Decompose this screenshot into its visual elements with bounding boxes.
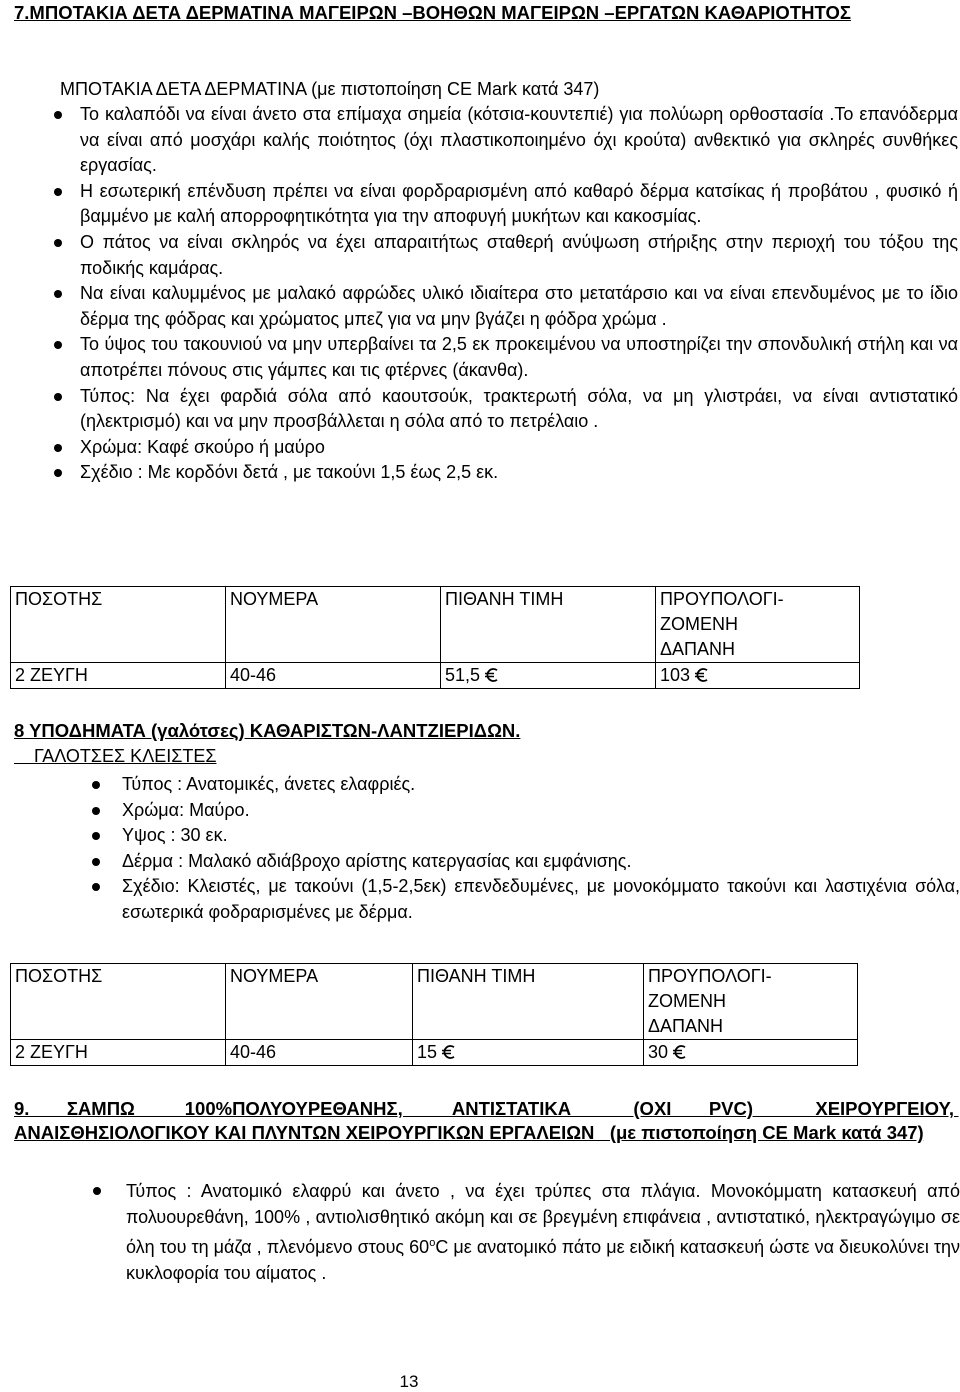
header-sizes: ΝΟΥΜΕΡΑ	[226, 587, 441, 663]
section-7-price-table	[10, 586, 860, 689]
section-7-intro: ΜΠΟΤΑΚΙΑ ΔΕΤΑ ΔΕΡΜΑΤΙΝΑ (με πιστοποίηση CE Mark κατά 347)	[60, 79, 600, 99]
section-8-title: 8 ΥΠΟΔΗΜΑΤΑ (γαλότσες) ΚΑΘΑΡΙΣΤΩΝ-ΛΑΝΤΖΙΕΡΙΔΩΝ.	[14, 720, 521, 741]
header-budgeted-cost: ΠΡΟΥΠΟΛΟΓΙ- ΖΟΜΕΝΗ ΔΑΠΑΝΗ	[644, 964, 858, 1040]
section-9-title: 9. ΣΑΜΠΩ 100%ΠΟΛΥΟΥΡΕΘΑΝΗΣ, ΑΝΤΙΣΤΑΤΙΚΑ (ΟΧΙ PVC) ΧΕΙΡΟΥΡΓΕΙΟΥ, ΑΝΑΙΣΘΗΣΙΟΛΟΓΙΚΟΥ ΚΑΙ ΠΛΥΝΤΩΝ ΧΕΙΡΟΥΡΓΙΚΩΝ ΕΡΓΑΛΕΙΩΝ (με πιστοποίηση CE Mark κατά 347)	[14, 1098, 959, 1143]
price-value: 51,5	[445, 665, 481, 685]
list-item	[122, 823, 960, 849]
euro-icon	[672, 1044, 688, 1060]
header-probable-price: ΠΙΘΑΝΗ ΤΙΜΗ	[413, 964, 644, 1040]
list-item-text: Υψος : 30 εκ.	[122, 825, 228, 846]
cost-value: 30	[648, 1042, 669, 1062]
header-probable-price: ΠΙΘΑΝΗ ΤΙΜΗ	[441, 587, 656, 663]
cell-probable-price	[413, 1040, 644, 1066]
cell-quantity: 2 ΖΕΥΓΗ	[11, 663, 226, 689]
cell-budgeted-cost	[644, 1040, 858, 1066]
list-item-text: Σχέδιο: Κλειστές, με τακούνι (1,5-2,5εκ) επενδεδυμένες, με μονοκόμματο τακούνι και λαστιχένια σόλα, εσωτερικά φοδραρισμένες με δέρμα.	[122, 876, 960, 922]
header-sizes: ΝΟΥΜΕΡΑ	[226, 964, 413, 1040]
euro-icon	[441, 1044, 457, 1060]
list-item-text: Το ύψος του τακουνιού να μην υπερβαίνει τα 2,5 εκ προκειμένου να υποστηρίζει την σπονδυλική στήλη και να αποτρέπει πόνους στις γάμπες και τις φτέρνες (άκανθα).	[80, 334, 958, 380]
cell-quantity: 2 ΖΕΥΓΗ	[11, 1040, 226, 1066]
list-item	[80, 332, 958, 383]
bullet-icon	[54, 341, 62, 349]
list-item-text: Να είναι καλυμμένος με μαλακό αφρώδες υλικό ιδιαίτερα στο μετατάρσιο και να είναι επενδυμένος με το ίδιο δέρμα της φόδρας και χρώματος μπεζ για να μην βγάζει η φόδρα χρώμα .	[80, 283, 958, 329]
section-7-title: 7.ΜΠΟΤΑΚΙΑ ΔΕΤΑ ΔΕΡΜΑΤΙΝΑ ΜΑΓΕΙΡΩΝ –ΒΟΗΘΩΝ ΜΑΓΕΙΡΩΝ –ΕΡΓΑΤΩΝ ΚΑΘΑΡΙΟΤΗΤΟΣ	[14, 2, 851, 23]
list-item-text: Δέρμα : Μαλακό αδιάβροχο αρίστης κατεργασίας και εμφάνισης.	[122, 850, 632, 871]
cell-sizes: 40-46	[226, 1040, 413, 1066]
section-8-subtitle: ΓΑΛΟΤΣΕΣ ΚΛΕΙΣΤΕΣ	[34, 746, 217, 766]
section-8-price-table	[10, 963, 858, 1066]
header-quantity: ΠΟΣΟΤΗΣ	[11, 587, 226, 663]
bullet-icon	[54, 111, 62, 119]
bullet-icon	[93, 1187, 101, 1195]
section-9-bullet-list	[126, 1178, 960, 1286]
section-8-bullet-list	[122, 772, 960, 926]
bullet-icon	[92, 807, 100, 815]
table-row	[11, 1040, 858, 1066]
bullet-icon	[54, 444, 62, 452]
list-item	[122, 874, 960, 925]
list-item	[80, 435, 958, 461]
list-item	[122, 849, 960, 875]
list-item-text: Ο πάτος να είναι σκληρός να έχει απαραιτήτως σταθερή ανύψωση στήριξης στην περιοχή του τόξου της ποδικής καμάρας.	[80, 231, 958, 278]
bullet-icon	[92, 832, 100, 840]
bullet-icon	[92, 858, 100, 866]
header-budgeted-cost: ΠΡΟΥΠΟΛΟΓΙ- ΖΟΜΕΝΗ ΔΑΠΑΝΗ	[656, 587, 860, 663]
list-item-text: Χρώμα: Μαύρο.	[122, 799, 250, 820]
bullet-icon	[54, 393, 62, 401]
bullet-icon	[92, 883, 100, 891]
list-item-text: Τύπος : Ανατομικές, άνετες ελαφριές.	[122, 774, 416, 794]
section-7-bullet-list	[80, 102, 958, 486]
list-item-text: Χρώμα: Καφέ σκούρο ή μαύρο	[80, 436, 325, 457]
bullet-icon	[54, 239, 62, 247]
cost-value: 103	[660, 665, 691, 685]
cell-probable-price	[441, 663, 656, 689]
list-item	[80, 179, 958, 230]
bullet-icon	[54, 188, 62, 196]
list-item: Τύπος : Ανατομικό ελαφρύ και άνετο , να έχει τρύπες στα πλάγια. Μονοκόμματη κατασκευή από πολυουρεθάνη, 100% , αντιολισθητικό ακόμη και σε βρεγμένη επιφάνεια , αντιστατικό, ηλεκτραγώγιμο σε όλη του τη μάζα , πλενόμενο στους $60^oC$ με ανατομικό πάτο με ειδική κατασκευή ώστε να διευκολύνει την κυκλοφορία του αίματος .	[126, 1178, 960, 1286]
price-value: 15	[417, 1042, 438, 1062]
list-item	[80, 460, 958, 486]
table-header-row	[11, 964, 858, 1040]
list-item	[122, 772, 960, 798]
table-row	[11, 663, 860, 689]
page-number: 13	[399, 1372, 419, 1391]
euro-icon	[484, 667, 500, 683]
cell-sizes: 40-46	[226, 663, 441, 689]
list-item-text: Το καλαπόδι να είναι άνετο στα επίμαχα σημεία (κότσια-κουντεπιέ) για πολύωρη ορθοστασία .Το επανόδερμα να είναι από μοσχάρι καλής ποιότητος (όχι πλαστικοποιημένο όχι κρούτα) ανθεκτικό για σκληρές συνθήκες εργασίας.	[80, 104, 958, 176]
bullet-icon	[54, 469, 62, 477]
cell-budgeted-cost	[656, 663, 860, 689]
bullet-icon	[54, 290, 62, 298]
list-item	[80, 102, 958, 179]
table-header-row	[11, 587, 860, 663]
list-item	[80, 230, 958, 281]
header-quantity: ΠΟΣΟΤΗΣ	[11, 964, 226, 1040]
euro-icon	[694, 667, 710, 683]
list-item-text: Η εσωτερική επένδυση πρέπει να είναι φορδραρισμένη από καθαρό δέρμα κατσίκας ή προβάτου , φυσικό ή βαμμένο με καλή απορροφητικότητα για την αποφυγή μυκήτων και κακοσμίας.	[80, 180, 958, 227]
list-item	[80, 281, 958, 332]
list-item	[122, 798, 960, 824]
list-item	[80, 384, 958, 435]
list-item-text: Τύπος: Να έχει φαρδιά σόλα από καουτσούκ, τρακτερωτή σόλα, να μη γλιστράει, να είναι αντιστατικό (ηλεκτρισμό) και να μην προσβάλλεται η σόλα από το πετρέλαιο .	[80, 385, 958, 432]
bullet-icon	[92, 781, 100, 789]
list-item-text: Σχέδιο : Με κορδόνι δετά , με τακούνι 1,5 έως 2,5 εκ.	[80, 462, 499, 483]
